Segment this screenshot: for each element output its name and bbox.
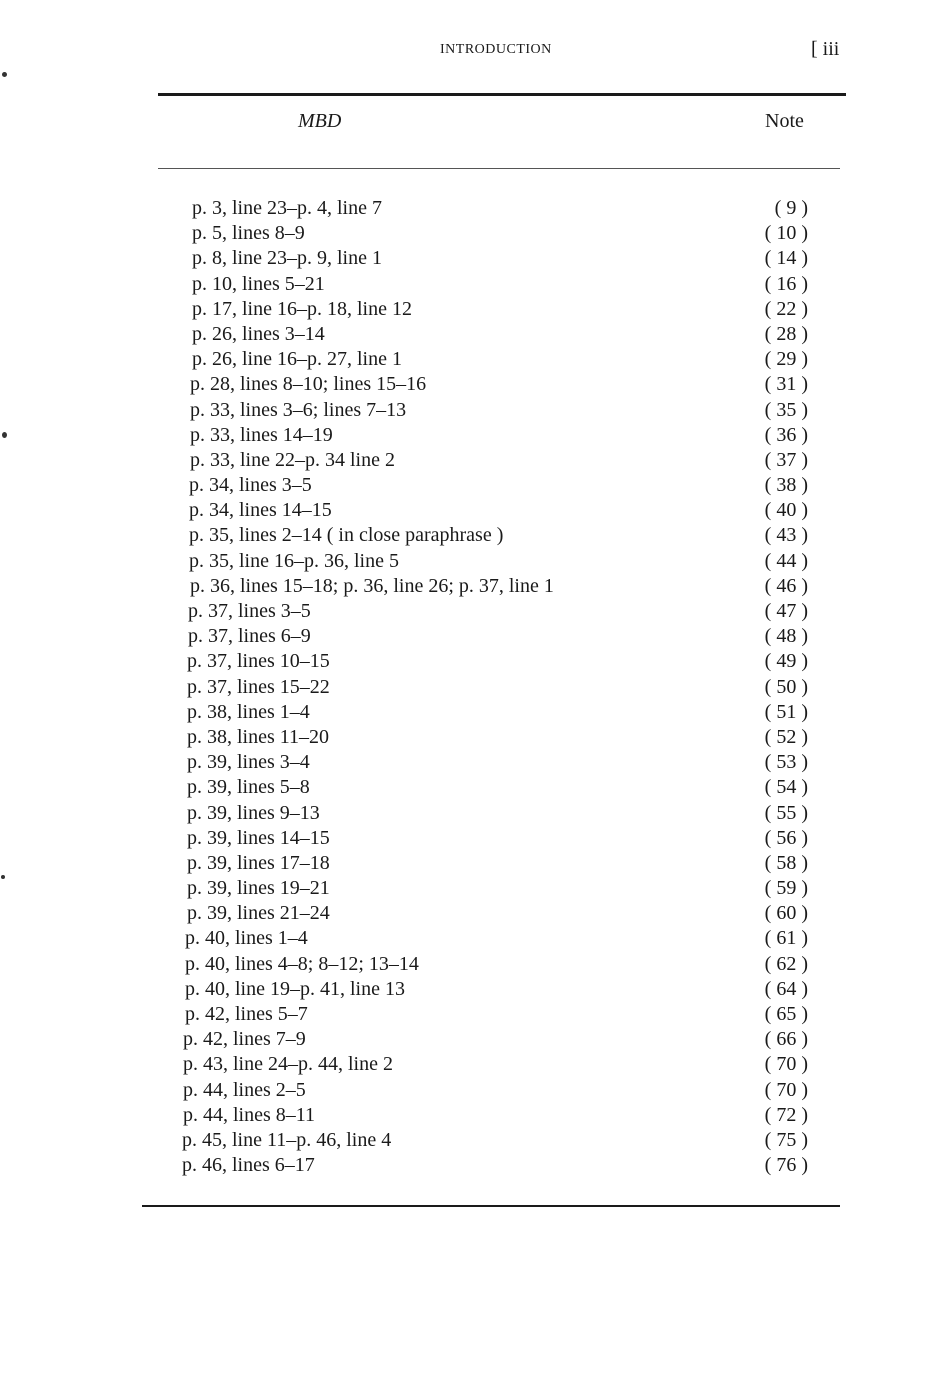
note-number: ( 58 ): [764, 851, 808, 874]
mbd-reference: p. 34, lines 3–5: [189, 474, 312, 497]
mbd-reference: p. 38, lines 11–20: [187, 725, 330, 748]
scan-speck: [2, 72, 7, 77]
table-row: [0, 599, 930, 624]
note-number: ( 70 ): [764, 1078, 808, 1101]
note-number: ( 43 ): [764, 524, 808, 547]
mbd-reference: p. 35, lines 2–14 ( in close paraphrase ): [189, 524, 504, 547]
table-row: [0, 574, 930, 599]
mbd-reference: p. 39, lines 21–24: [187, 902, 330, 925]
mbd-reference: p. 43, line 24–p. 44, line 2: [183, 1053, 393, 1076]
mbd-reference: p. 10, lines 5–21: [192, 272, 325, 295]
note-number: ( 49 ): [764, 650, 808, 673]
mbd-reference: p. 46, lines 6–17: [182, 1154, 315, 1177]
note-number: ( 61 ): [764, 927, 808, 950]
note-number: ( 66 ): [764, 1028, 808, 1051]
table-row: [0, 196, 930, 221]
table-row: [0, 700, 930, 725]
table-row: [0, 246, 930, 271]
note-number: ( 31 ): [764, 373, 808, 396]
column-header-mbd: MBD: [298, 110, 342, 132]
note-number: ( 76 ): [764, 1154, 808, 1177]
table-row: [0, 851, 930, 876]
running-head: [0, 38, 930, 66]
note-number: ( 36 ): [764, 423, 808, 446]
mbd-reference: p. 39, lines 17–18: [187, 851, 330, 874]
page-number: [ iii: [811, 38, 840, 60]
mbd-reference: p. 35, line 16–p. 36, line 5: [189, 549, 399, 572]
note-number: ( 72 ): [764, 1103, 808, 1126]
table-row: [0, 750, 930, 775]
note-number: ( 29 ): [764, 348, 808, 371]
table-row: [0, 1052, 930, 1077]
table-row: [0, 801, 930, 826]
note-number: ( 59 ): [764, 877, 808, 900]
note-number: ( 22 ): [764, 297, 808, 320]
note-number: ( 38 ): [764, 474, 808, 497]
note-number: ( 37 ): [764, 448, 808, 471]
mbd-reference: p. 39, lines 5–8: [187, 776, 310, 799]
table-row: [0, 549, 930, 574]
mbd-reference: p. 8, line 23–p. 9, line 1: [192, 247, 382, 270]
table-row: [0, 423, 930, 448]
table-body: [0, 196, 930, 1178]
note-number: ( 54 ): [764, 776, 808, 799]
mbd-reference: p. 40, lines 1–4: [185, 927, 308, 950]
note-number: ( 40 ): [764, 499, 808, 522]
note-number: ( 64 ): [764, 977, 808, 1000]
table-row: [0, 1078, 930, 1103]
mbd-reference: p. 28, lines 8–10; lines 15–16: [190, 373, 427, 396]
mbd-reference: p. 33, lines 3–6; lines 7–13: [190, 398, 407, 421]
note-number: ( 60 ): [764, 902, 808, 925]
table-row: [0, 347, 930, 372]
table-row: [0, 398, 930, 423]
note-number: ( 35 ): [764, 398, 808, 421]
mbd-reference: p. 34, lines 14–15: [189, 499, 332, 522]
table-row: [0, 826, 930, 851]
mbd-reference: p. 5, lines 8–9: [192, 222, 305, 245]
note-number: ( 52 ): [764, 725, 808, 748]
note-number: ( 51 ): [764, 700, 808, 723]
mbd-reference: p. 39, lines 14–15: [187, 826, 330, 849]
note-number: ( 65 ): [764, 1003, 808, 1025]
table-row: [0, 322, 930, 347]
table-row: [0, 372, 930, 397]
mbd-reference: p. 39, lines 9–13: [187, 801, 320, 824]
mbd-reference: p. 33, line 22–p. 34 line 2: [190, 448, 395, 471]
table-row: [0, 498, 930, 523]
note-number: ( 47 ): [764, 600, 808, 622]
note-number: ( 56 ): [764, 826, 808, 849]
table-row: [0, 876, 930, 901]
mbd-reference: p. 36, lines 15–18; p. 36, line 26; p. 37, line 1: [190, 574, 554, 597]
note-number: ( 46 ): [764, 574, 808, 597]
note-number: ( 16 ): [764, 272, 808, 295]
mbd-reference: p. 3, line 23–p. 4, line 7: [192, 197, 382, 219]
note-number: ( 14 ): [764, 247, 808, 270]
table-row: [0, 624, 930, 649]
table-row: [0, 523, 930, 548]
mbd-reference: p. 26, lines 3–14: [192, 322, 325, 345]
note-number: ( 28 ): [764, 322, 808, 345]
table-row: [0, 1103, 930, 1128]
mbd-reference: p. 37, lines 10–15: [187, 650, 330, 673]
column-header-note: Note: [765, 110, 804, 132]
note-number: ( 50 ): [764, 675, 808, 698]
scan-speck: [2, 432, 7, 438]
mbd-reference: p. 37, lines 6–9: [188, 625, 311, 648]
mbd-reference: p. 39, lines 19–21: [187, 877, 330, 900]
table-row: [0, 221, 930, 246]
table-row: [0, 1027, 930, 1052]
mbd-reference: p. 39, lines 3–4: [187, 751, 310, 774]
mbd-reference: p. 40, line 19–p. 41, line 13: [185, 977, 405, 1000]
mbd-reference: p. 42, lines 7–9: [183, 1028, 306, 1051]
mbd-reference: p. 45, line 11–p. 46, line 4: [182, 1128, 392, 1151]
table-row: [0, 297, 930, 322]
mbd-reference: p. 37, lines 3–5: [188, 600, 311, 622]
mbd-reference: p. 38, lines 1–4: [187, 700, 310, 723]
mbd-reference: p. 17, line 16–p. 18, line 12: [192, 297, 412, 320]
table-row: [0, 1002, 930, 1027]
table-header: [0, 110, 930, 140]
running-title: INTRODUCTION: [440, 42, 552, 57]
mbd-reference: p. 42, lines 5–7: [185, 1003, 308, 1025]
note-number: ( 48 ): [764, 625, 808, 648]
table-row: [0, 473, 930, 498]
note-number: ( 53 ): [764, 751, 808, 774]
table-row: [0, 1128, 930, 1153]
table-row: [0, 725, 930, 750]
mbd-reference: p. 44, lines 2–5: [183, 1078, 306, 1101]
table-row: [0, 775, 930, 800]
table-row: [0, 926, 930, 951]
note-number: ( 62 ): [764, 952, 808, 975]
header-rule: [158, 168, 840, 169]
note-number: ( 75 ): [764, 1128, 808, 1151]
note-number: ( 9 ): [774, 197, 808, 219]
bottom-rule: [142, 1205, 840, 1207]
mbd-reference: p. 44, lines 8–11: [183, 1103, 316, 1126]
table-row: [0, 675, 930, 700]
table-row: [0, 901, 930, 926]
note-number: ( 55 ): [764, 801, 808, 824]
note-number: ( 10 ): [764, 222, 808, 245]
top-rule: [158, 93, 846, 96]
table-row: [0, 272, 930, 297]
table-row: [0, 952, 930, 977]
scan-speck: [1, 875, 5, 879]
mbd-reference: p. 40, lines 4–8; 8–12; 13–14: [185, 952, 419, 975]
mbd-reference: p. 37, lines 15–22: [187, 675, 330, 698]
table-row: [0, 1153, 930, 1178]
mbd-reference: p. 26, line 16–p. 27, line 1: [192, 348, 402, 371]
note-number: ( 70 ): [764, 1053, 808, 1076]
note-number: ( 44 ): [764, 549, 808, 572]
mbd-reference: p. 33, lines 14–19: [190, 423, 333, 446]
table-row: [0, 977, 930, 1002]
table-row: [0, 649, 930, 674]
table-row: [0, 448, 930, 473]
